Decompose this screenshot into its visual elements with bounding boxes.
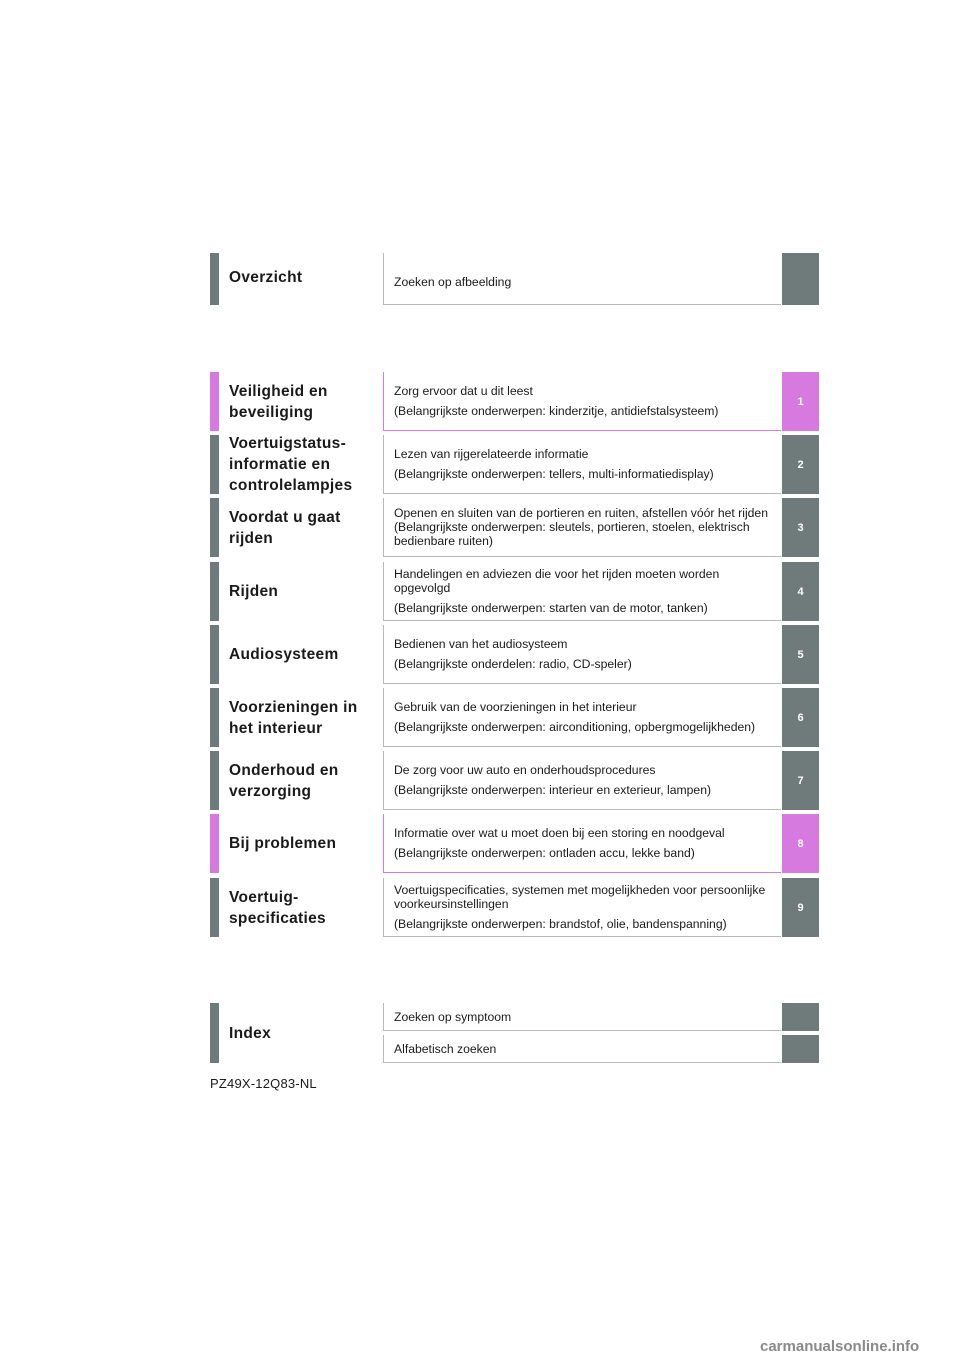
- index-title: Index: [229, 1024, 271, 1042]
- chapter-row-6[interactable]: [210, 688, 819, 747]
- chapter-description: [383, 751, 781, 810]
- chapter-description: [383, 878, 781, 937]
- chapter-title-line: Onderhoud en: [229, 761, 339, 779]
- chapter-side-bar: [210, 498, 219, 557]
- chapter-row-5[interactable]: [210, 625, 819, 684]
- chapter-description-line: (Belangrijkste onderwerpen: tellers, multi-informatiedisplay): [394, 467, 714, 481]
- index-item-symptom[interactable]: [210, 1003, 819, 1031]
- chapter-tab-3[interactable]: 3: [782, 498, 819, 557]
- overview-tab[interactable]: [782, 253, 819, 305]
- chapter-row-8[interactable]: [210, 814, 819, 873]
- chapter-description: [383, 814, 781, 873]
- chapter-row-1[interactable]: [210, 372, 819, 431]
- chapter-tab-6[interactable]: 6: [782, 688, 819, 747]
- chapter-tab-5[interactable]: 5: [782, 625, 819, 684]
- chapter-row-4[interactable]: [210, 562, 819, 621]
- chapter-description-line: Gebruik van de voorzieningen in het interieur: [394, 700, 637, 714]
- chapter-title-line: Voertuig-: [229, 888, 299, 906]
- index-item-alphabetical[interactable]: [210, 1035, 819, 1063]
- document-code: PZ49X-12Q83-NL: [210, 1076, 317, 1091]
- chapter-title-line: controlelampjes: [229, 477, 353, 494]
- chapter-row-9[interactable]: [210, 878, 819, 937]
- chapter-title-line: Veiligheid en: [229, 382, 328, 400]
- chapter-side-bar: [210, 372, 219, 431]
- chapter-description-line: (Belangrijkste onderwerpen: brandstof, olie, bandenspanning): [394, 917, 727, 931]
- chapter-title: [229, 372, 379, 431]
- chapter-row-3[interactable]: [210, 498, 819, 557]
- chapter-title-line: informatie en: [229, 456, 331, 473]
- chapter-description-line: (Belangrijkste onderwerpen: interieur en exterieur, lampen): [394, 783, 712, 797]
- chapter-side-bar: [210, 688, 219, 747]
- chapter-side-bar: [210, 562, 219, 621]
- chapter-title: [229, 878, 379, 937]
- chapter-description-line: Bedienen van het audiosysteem: [394, 637, 568, 651]
- overview-side-bar: [210, 253, 219, 305]
- chapter-tab-7[interactable]: 7: [782, 751, 819, 810]
- index-item-label: Alfabetisch zoeken: [383, 1035, 781, 1063]
- chapter-tab-2[interactable]: 2: [782, 435, 819, 494]
- chapter-title-line: Voordat u gaat: [229, 508, 341, 526]
- chapter-title: [229, 498, 379, 557]
- chapter-description: [383, 562, 781, 621]
- chapter-description-line: Openen en sluiten van de portieren en ruiten, afstellen vóór het rijden (Belangrijkste onderwerpen: sleutels, portieren, stoelen, elektrisch bedienbare ruiten): [394, 506, 768, 548]
- chapter-description-line: Zorg ervoor dat u dit leest: [394, 384, 533, 398]
- chapter-row-2[interactable]: [210, 435, 819, 494]
- chapter-description-line: (Belangrijkste onderwerpen: kinderzitje, antidiefstalsysteem): [394, 404, 719, 418]
- chapter-description-line: Handelingen en adviezen die voor het rijden moeten worden opgevolgd: [394, 567, 720, 595]
- chapter-description-line: Informatie over wat u moet doen bij een storing en noodgeval: [394, 826, 725, 840]
- chapter-description: [383, 435, 781, 494]
- chapter-title: [229, 814, 379, 873]
- index-item-label: Zoeken op symptoom: [383, 1003, 781, 1031]
- chapter-description: [383, 372, 781, 431]
- overview-title: Overzicht: [229, 268, 303, 286]
- chapter-title-line: Voorzieningen in: [229, 698, 358, 716]
- chapter-title-line: beveiliging: [229, 403, 314, 421]
- chapter-title-line: het interieur: [229, 719, 323, 737]
- chapter-side-bar: [210, 435, 219, 494]
- chapter-tab-1[interactable]: 1: [782, 372, 819, 431]
- chapter-title: [229, 625, 379, 684]
- chapter-description: [383, 625, 781, 684]
- chapter-description-line: (Belangrijkste onderwerpen: airconditioning, opbergmogelijkheden): [394, 720, 756, 734]
- chapter-title: [229, 562, 379, 621]
- chapter-tab-8[interactable]: 8: [782, 814, 819, 873]
- chapter-description: [383, 688, 781, 747]
- index-tab-alphabetical[interactable]: [782, 1035, 819, 1063]
- chapter-side-bar: [210, 878, 219, 937]
- chapter-tab-9[interactable]: 9: [782, 878, 819, 937]
- chapter-title: [229, 435, 379, 494]
- chapter-description-line: (Belangrijkste onderwerpen: ontladen accu, lekke band): [394, 846, 695, 860]
- chapter-tab-4[interactable]: 4: [782, 562, 819, 621]
- chapter-side-bar: [210, 625, 219, 684]
- chapter-description-line: (Belangrijkste onderwerpen: starten van de motor, tanken): [394, 601, 708, 615]
- chapter-side-bar: [210, 751, 219, 810]
- chapter-title: [229, 688, 379, 747]
- chapter-description: [383, 498, 781, 557]
- chapter-side-bar: [210, 814, 219, 873]
- chapter-title-line: Rijden: [229, 583, 279, 600]
- chapter-description-line: (Belangrijkste onderdelen: radio, CD-speler): [394, 657, 632, 671]
- index-tab-symptom[interactable]: [782, 1003, 819, 1031]
- overview-row[interactable]: [210, 253, 819, 305]
- chapter-title-line: rijden: [229, 529, 274, 547]
- chapter-row-7[interactable]: [210, 751, 819, 810]
- chapter-title-line: Bij problemen: [229, 835, 337, 852]
- chapter-title-line: Voertuigstatus-: [229, 435, 347, 452]
- chapter-description-line: Voertuigspecificaties, systemen met mogelijkheden voor persoonlijke voorkeursinstellingen: [394, 883, 766, 911]
- chapter-description-line: Lezen van rijgerelateerde informatie: [394, 447, 589, 461]
- overview-description: Zoeken op afbeelding: [383, 253, 781, 305]
- chapter-title-line: specificaties: [229, 909, 326, 927]
- chapter-title-line: verzorging: [229, 782, 312, 800]
- chapter-title: [229, 751, 379, 810]
- chapter-title-line: Audiosysteem: [229, 646, 339, 663]
- watermark: carmanualsonline.info: [760, 1338, 920, 1355]
- chapter-description-line: De zorg voor uw auto en onderhoudsprocedures: [394, 763, 656, 777]
